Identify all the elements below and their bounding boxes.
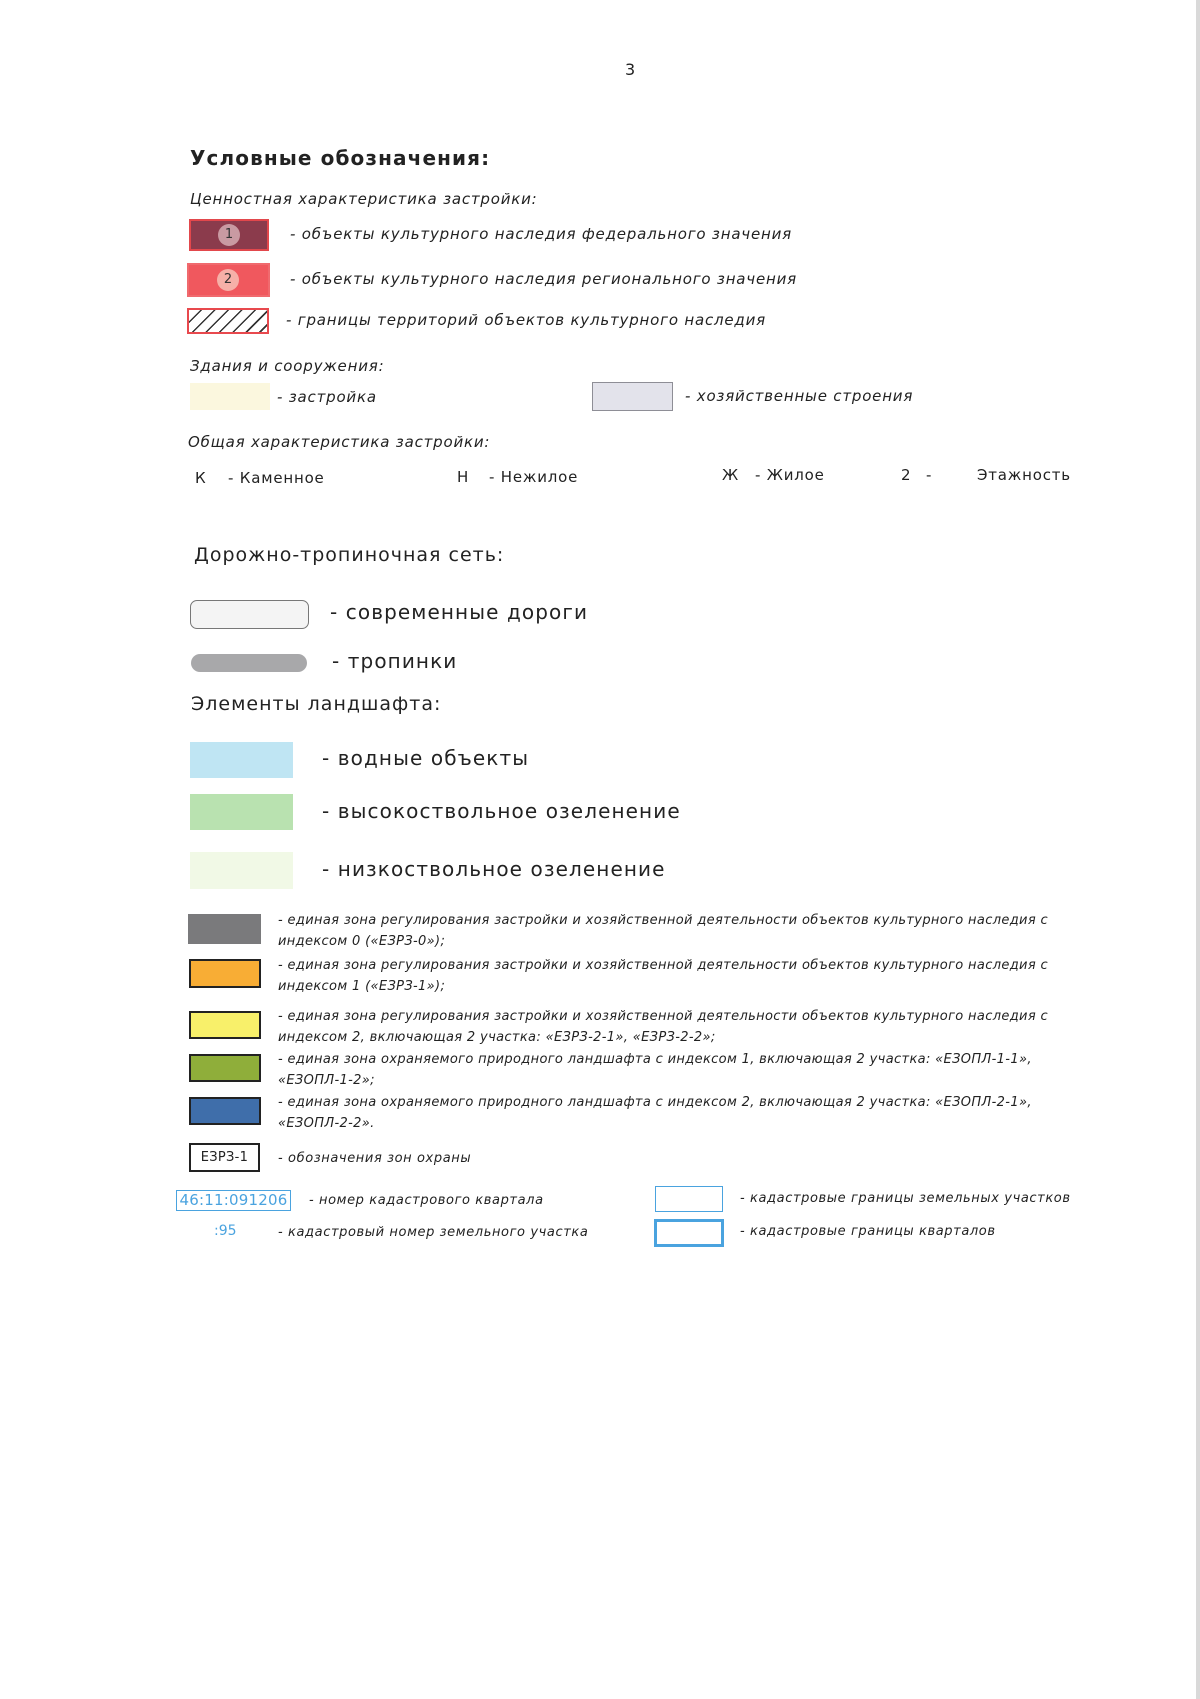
water-swatch <box>190 742 293 778</box>
federal-heritage-label: - объекты культурного наследия федерального значения <box>290 225 792 243</box>
parcel-bounds-label: - кадастровые границы земельных участков <box>740 1191 1071 1206</box>
zone-ezrz1-label: - единая зона регулирования застройки и хозяйственной деятельности объектов культурного наследия с индексом 1 («ЕЗРЗ-1»); <box>278 958 1049 994</box>
regional-marker: 2 <box>217 269 239 291</box>
zone-label-text: - обозначения зон охраны <box>278 1151 472 1166</box>
quarter-bounds-swatch <box>654 1219 724 1247</box>
parcel-number-label: - кадастровый номер земельного участка <box>278 1225 589 1240</box>
modern-roads-swatch <box>190 600 309 629</box>
code-residential-label: - Жилое <box>755 466 825 484</box>
legend-title: Условные обозначения: <box>190 146 491 170</box>
quarter-number-sample: 46:11:091206 <box>176 1190 291 1211</box>
zone-ezrz0-swatch <box>188 914 261 944</box>
quarter-number-label: - номер кадастрового квартала <box>309 1193 544 1208</box>
value-section-title: Ценностная характеристика застройки: <box>190 190 538 208</box>
code-nonresidential: Н <box>457 468 470 486</box>
development-label: - застройка <box>277 388 377 406</box>
landscape-section-title: Элементы ландшафта: <box>191 693 442 715</box>
water-label: - водные объекты <box>322 746 530 770</box>
parcel-number-sample: :95 <box>214 1223 237 1239</box>
page-edge <box>1196 0 1200 1699</box>
regional-heritage-label: - объекты культурного наследия регионального значения <box>290 270 797 288</box>
code-nonresidential-label: - Нежилое <box>489 468 579 486</box>
zone-ezrz2-swatch <box>189 1011 261 1039</box>
low-greenery-swatch <box>190 852 293 889</box>
paths-label: - тропинки <box>332 649 458 673</box>
zone-ezrz0-label: - единая зона регулирования застройки и хозяйственной деятельности объектов культурного наследия с индексом 0 («ЕЗРЗ-0»); <box>278 913 1049 949</box>
zone-ezopl1-swatch <box>189 1054 261 1082</box>
high-greenery-label: - высокоствольное озеленение <box>322 799 681 823</box>
development-swatch <box>190 383 270 410</box>
parcel-bounds-swatch <box>655 1186 723 1212</box>
zone-ezrz2-label: - единая зона регулирования застройки и хозяйственной деятельности объектов культурного наследия с индексом 2, включающая 2 участка: «ЕЗРЗ-2-1», «ЕЗРЗ-2-2»; <box>278 1009 1049 1045</box>
federal-heritage-swatch <box>189 219 269 251</box>
zone-label-box: ЕЗРЗ-1 <box>189 1143 260 1172</box>
zone-ezopl1-label: - единая зона охраняемого природного ландшафта с индексом 1, включающая 2 участка: «ЕЗОПЛ-1-1», «ЕЗОПЛ-1-2»; <box>278 1052 1032 1088</box>
code-floors-label: Этажность <box>977 466 1071 484</box>
roads-section-title: Дорожно-тропиночная сеть: <box>194 544 505 566</box>
code-floors: 2 <box>901 466 912 484</box>
code-stone: К <box>195 469 207 487</box>
heritage-bounds-swatch <box>187 308 269 334</box>
outbuildings-label: - хозяйственные строения <box>685 387 914 405</box>
low-greenery-label: - низкоствольное озеленение <box>322 857 666 881</box>
zone-ezopl2-swatch <box>189 1097 261 1125</box>
code-stone-label: - Каменное <box>228 469 325 487</box>
buildings-section-title: Здания и сооружения: <box>190 357 385 375</box>
quarter-bounds-label: - кадастровые границы кварталов <box>740 1224 996 1239</box>
modern-roads-label: - современные дороги <box>330 600 589 624</box>
page-number: 3 <box>625 60 637 79</box>
code-residential: Ж <box>722 466 739 484</box>
general-section-title: Общая характеристика застройки: <box>188 433 491 451</box>
federal-marker: 1 <box>218 224 240 246</box>
heritage-bounds-label: - границы территорий объектов культурного наследия <box>286 311 766 329</box>
paths-swatch <box>191 654 307 672</box>
zone-ezrz1-swatch <box>189 959 261 988</box>
high-greenery-swatch <box>190 794 293 830</box>
outbuildings-swatch <box>592 382 673 411</box>
zone-ezopl2-label: - единая зона охраняемого природного ландшафта с индексом 2, включающая 2 участка: «ЕЗОПЛ-2-1», «ЕЗОПЛ-2-2». <box>278 1095 1032 1131</box>
regional-heritage-swatch <box>187 263 270 297</box>
code-floors-dash: - <box>926 466 933 484</box>
